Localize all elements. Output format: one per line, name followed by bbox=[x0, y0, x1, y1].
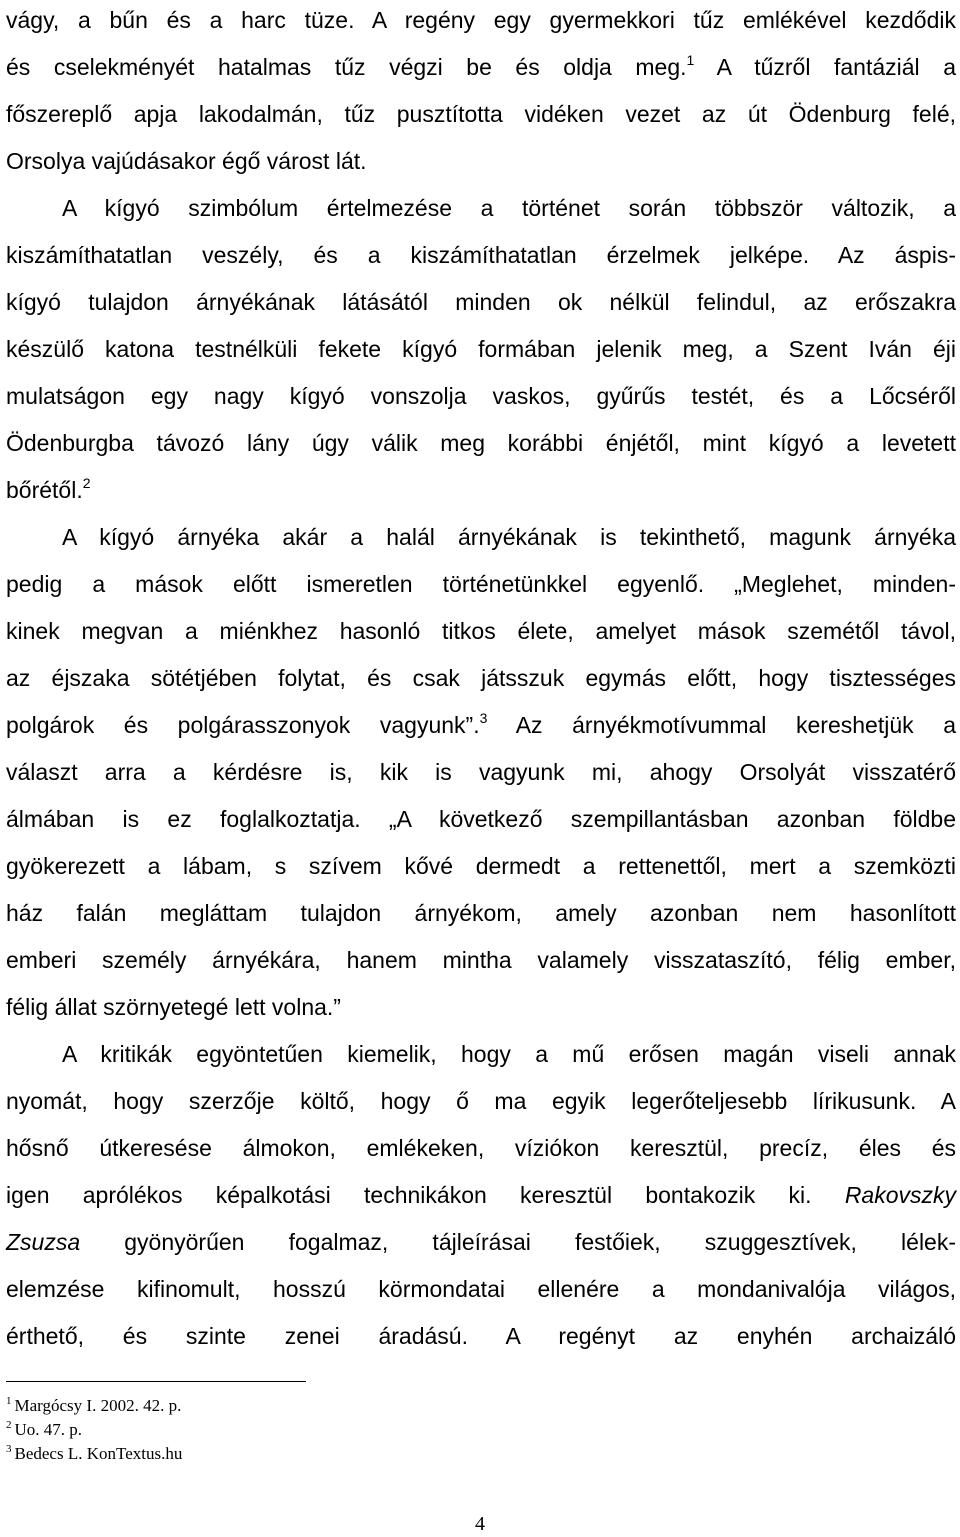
text-line: álmában is ez foglalkoztatja. „A következő szempillantásban azonban földbe bbox=[6, 806, 956, 832]
page-number: 4 bbox=[475, 1513, 485, 1535]
text-line: kiszámíthatatlan veszély, és a kiszámíthatatlan érzelmek jelképe. Az áspis- bbox=[6, 242, 956, 268]
text-line: készülő katona testnélküli fekete kígyó formában jelenik meg, a Szent Iván éji bbox=[6, 336, 956, 362]
author-name: Zsuzsa bbox=[6, 1229, 81, 1255]
footnote-number: 1 bbox=[6, 1395, 12, 1407]
text-line: bőrétől.$^2$ bbox=[6, 475, 91, 503]
footnote bbox=[6, 1442, 182, 1466]
text-line: nyomát, hogy szerzője költő, hogy ő ma egyik legerőteljesebb lírikusunk. A bbox=[6, 1088, 956, 1114]
footnote-text: Margócsy I. 2002. 42. p. bbox=[14, 1396, 182, 1415]
text-line: A kritikák egyöntetűen kiemelik, hogy a mű erősen magán viseli annak bbox=[62, 1041, 956, 1067]
text-line: érthető, és szinte zenei áradású. A regényt az enyhén archaizáló bbox=[6, 1323, 956, 1349]
footnote bbox=[6, 1394, 182, 1418]
footnote-number: 3 bbox=[6, 1443, 12, 1455]
text-line: A kígyó árnyéka akár a halál árnyékának is tekinthető, magunk árnyéka bbox=[62, 524, 956, 550]
text-line: főszereplő apja lakodalmán, tűz pusztította vidéken vezet az út Ödenburg felé, bbox=[6, 101, 956, 127]
text-line: ház falán megláttam tulajdon árnyékom, amely azonban nem hasonlított bbox=[6, 900, 956, 926]
text-line: kígyó tulajdon árnyékának látásától minden ok nélkül felindul, az erőszakra bbox=[6, 289, 956, 315]
text-line: igen aprólékos képalkotási technikákon keresztül bontakozik ki. Rakovszky bbox=[6, 1182, 957, 1208]
footnote-number: 2 bbox=[6, 1419, 12, 1431]
text-line: Orsolya vajúdásakor égő várost lát. bbox=[6, 148, 367, 174]
text-line: kinek megvan a miénkhez hasonló titkos élete, amelyet mások szemétől távol, bbox=[6, 618, 956, 644]
text-line: emberi személy árnyékára, hanem mintha valamely visszataszító, félig ember, bbox=[6, 947, 956, 973]
text-line: mulatságon egy nagy kígyó vonszolja vaskos, gyűrűs testét, és a Lőcséről bbox=[6, 383, 956, 409]
footnote-text: Uo. 47. p. bbox=[14, 1420, 83, 1439]
text-line: hősnő útkeresése álmokon, emlékeken, víziókon keresztül, precíz, éles és bbox=[6, 1135, 956, 1161]
text-line: polgárok és polgárasszonyok vagyunk”.$^3$ Az árnyékmotívummal kereshetjük a bbox=[6, 710, 956, 738]
text-line: gyökerezett a lábam, s szívem kővé dermedt a rettenettől, mert a szemközti bbox=[6, 853, 956, 879]
footnote-ref: 1 bbox=[686, 52, 695, 68]
text-line: választ arra a kérdésre is, kik is vagyunk mi, ahogy Orsolyát visszatérő bbox=[6, 759, 956, 785]
text-line: Ödenburgba távozó lány úgy válik meg korábbi énjétől, mint kígyó a levetett bbox=[6, 430, 956, 456]
text-line: és cselekményét hatalmas tűz végzi be és oldja meg.$^1$ A tűzről fantáziál a bbox=[6, 52, 956, 80]
text-line: félig állat szörnyetegé lett volna.” bbox=[6, 994, 341, 1020]
text-line: az éjszaka sötétjében folytat, és csak játsszuk egymás előtt, hogy tisztességes bbox=[6, 665, 956, 691]
text-line: elemzése kifinomult, hosszú körmondatai ellenére a mondanivalója világos, bbox=[6, 1276, 956, 1302]
text-line: A kígyó szimbólum értelmezése a történet során többször változik, a bbox=[62, 195, 956, 221]
author-name: Rakovszky bbox=[844, 1182, 957, 1208]
footnote-text: Bedecs L. KonTextus.hu bbox=[14, 1444, 183, 1463]
text-line: pedig a mások előtt ismeretlen történetünkkel egyenlő. „Meglehet, minden- bbox=[6, 571, 956, 597]
footnote-divider bbox=[6, 1381, 306, 1382]
footnote-ref: 3 bbox=[479, 710, 488, 726]
text-line: vágy, a bűn és a harc tüze. A regény egy gyermekkori tűz emlékével kezdődik bbox=[6, 7, 956, 33]
text-line: Zsuzsa gyönyörűen fogalmaz, tájleírásai festőiek, szuggesztívek, lélek- bbox=[6, 1229, 956, 1255]
footnote-ref: 2 bbox=[82, 475, 91, 491]
footnote bbox=[6, 1418, 182, 1442]
footnotes bbox=[6, 1394, 182, 1466]
